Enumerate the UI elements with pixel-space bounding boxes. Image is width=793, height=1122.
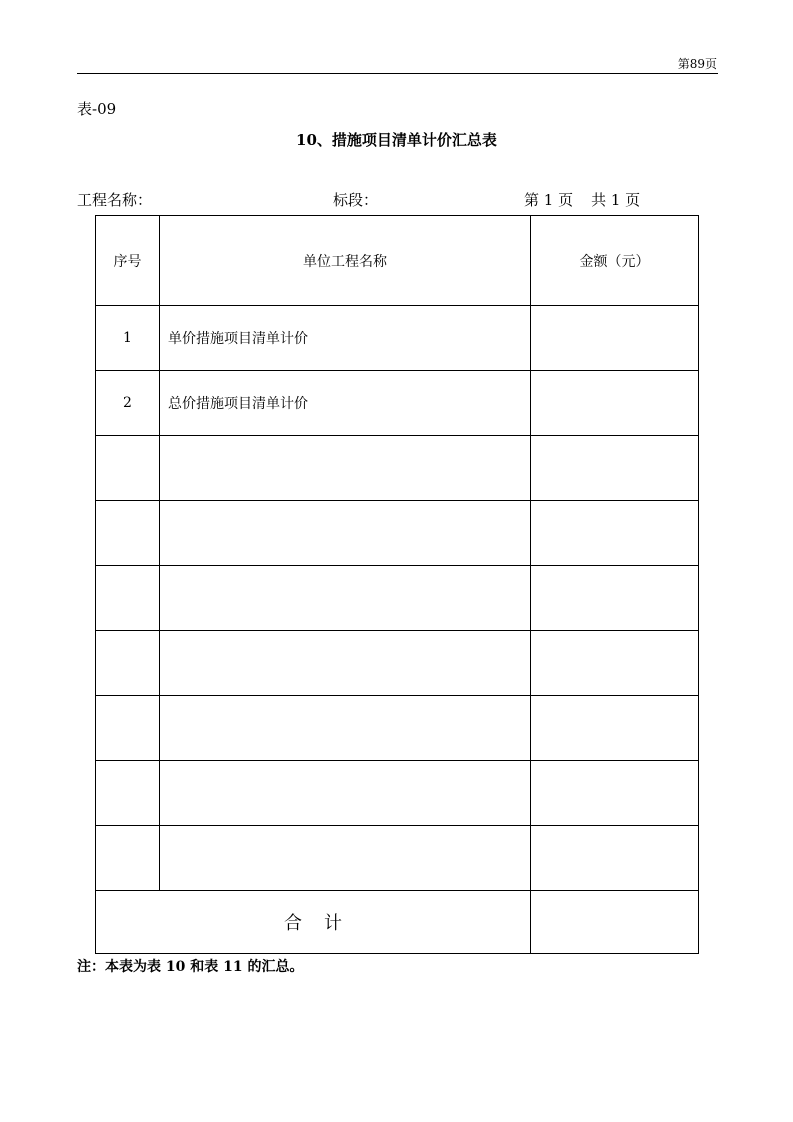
page-of: 第 1 页 (524, 191, 574, 209)
page-info (524, 191, 640, 209)
row-seq: 1 (96, 306, 160, 371)
total-label (96, 891, 531, 954)
row-amount (531, 501, 699, 566)
row-seq (96, 826, 160, 891)
table-row (96, 306, 699, 371)
row-amount (531, 761, 699, 826)
row-seq (96, 696, 160, 761)
row-amount (531, 566, 699, 631)
row-name (160, 696, 531, 761)
total-amount (531, 891, 699, 954)
row-seq (96, 566, 160, 631)
row-name (160, 436, 531, 501)
footnote: 注：本表为表 10 和表 11 的汇总。 (77, 959, 304, 975)
table-header-row (96, 216, 699, 306)
total-pages: 共 1 页 (591, 191, 641, 209)
document-title: 10、措施项目清单计价汇总表 (296, 131, 497, 149)
table-row (96, 631, 699, 696)
row-seq (96, 436, 160, 501)
row-name (160, 501, 531, 566)
table-row (96, 566, 699, 631)
header-amount: 金额（元） (531, 216, 699, 306)
row-name (160, 761, 531, 826)
row-amount (531, 371, 699, 436)
section-label: 标段： (333, 191, 379, 209)
row-name (160, 566, 531, 631)
header-rule (77, 73, 718, 74)
total-row (96, 891, 699, 954)
row-seq (96, 501, 160, 566)
row-amount (531, 631, 699, 696)
project-name-label: 工程名称： (77, 191, 153, 209)
table-row (96, 826, 699, 891)
table-row (96, 696, 699, 761)
row-name (160, 826, 531, 891)
row-name (160, 631, 531, 696)
row-amount (531, 826, 699, 891)
page-number: 第89页 (677, 57, 717, 71)
row-amount (531, 696, 699, 761)
table-row (96, 371, 699, 436)
table-row (96, 761, 699, 826)
header-unit-name: 单位工程名称 (160, 216, 531, 306)
table-row (96, 501, 699, 566)
row-seq: 2 (96, 371, 160, 436)
total-label-text: 合计 (284, 913, 364, 934)
row-amount (531, 306, 699, 371)
row-seq (96, 761, 160, 826)
row-amount (531, 436, 699, 501)
table-code: 表-09 (77, 100, 117, 118)
row-seq (96, 631, 160, 696)
measures-summary-table (95, 215, 699, 954)
header-seq: 序号 (96, 216, 160, 306)
row-name: 单价措施项目清单计价 (160, 306, 531, 371)
row-name: 总价措施项目清单计价 (160, 371, 531, 436)
table-row (96, 436, 699, 501)
